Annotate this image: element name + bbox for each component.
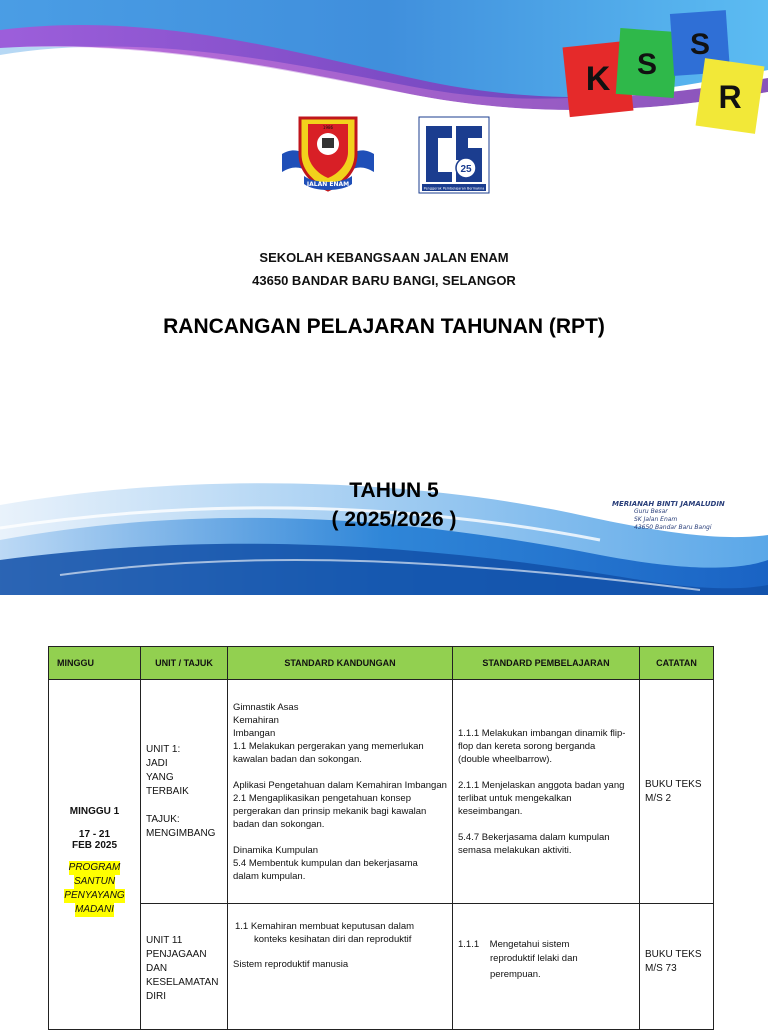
kandungan-line: 1.1 Kemahiran membuat keputusan dalam bbox=[235, 921, 415, 932]
kandungan-line: Sistem reproduktif manusia bbox=[233, 959, 349, 970]
kandungan-line: Imbangan bbox=[233, 727, 276, 739]
signature-line: SK Jalan Enam bbox=[634, 516, 678, 523]
kssr-letter-s2: S bbox=[689, 28, 711, 61]
program-line: PENYAYANG bbox=[64, 890, 125, 901]
catatan-line: M/S 73 bbox=[645, 963, 677, 974]
unit-cell bbox=[141, 680, 228, 904]
kssr-letter-s1: S bbox=[636, 48, 658, 81]
program-line: PROGRAM bbox=[68, 862, 121, 873]
pembelajaran-cell bbox=[453, 680, 640, 904]
kandungan-line: Gimnastik Asas bbox=[233, 701, 299, 713]
table-row bbox=[49, 680, 714, 904]
kandungan-line: 2.1 Mengaplikasikan pengetahuan konsep bbox=[233, 792, 411, 804]
program-line: SANTUN bbox=[73, 876, 116, 887]
unit-line: UNIT 1: bbox=[146, 743, 181, 755]
unit-line: TAJUK: bbox=[146, 813, 180, 825]
unit-line: TERBAIK bbox=[146, 785, 189, 797]
header-kandungan: STANDARD KANDUNGAN bbox=[228, 647, 453, 680]
week-cell bbox=[49, 680, 141, 1030]
unit-line: KESELAMATAN bbox=[146, 977, 219, 988]
header-catatan: CATATAN bbox=[640, 647, 714, 680]
unit-line: YANG bbox=[146, 771, 174, 783]
table-header-row bbox=[49, 647, 714, 680]
pembelajaran-line: flop dan kereta sorong berganda bbox=[458, 740, 596, 752]
crest-year-text: 1986 bbox=[322, 125, 334, 130]
signature-line: Guru Besar bbox=[634, 508, 668, 515]
header-unit: UNIT / TAJUK bbox=[141, 647, 228, 680]
kssr-letter-r: R bbox=[718, 79, 742, 115]
kandungan-line: Aplikasi Pengetahuan dalam Kemahiran Imbangan bbox=[233, 779, 447, 791]
pembelajaran-line: 2.1.1 Menjelaskan anggota badan yang bbox=[458, 779, 625, 791]
pembelajaran-line: 5.4.7 Bekerjasama dalam kumpulan bbox=[458, 831, 610, 843]
table-row bbox=[49, 904, 714, 1030]
kandungan-line: kawalan badan dan sokongan. bbox=[233, 753, 362, 765]
school-crest-logo bbox=[278, 104, 378, 196]
pembelajaran-line: semasa melakukan aktiviti. bbox=[458, 844, 572, 856]
session-label: ( 2025/2026 ) bbox=[331, 508, 457, 531]
school-address: 43650 BANDAR BARU BANGI, SELANGOR bbox=[252, 273, 516, 288]
unit-line: PENJAGAAN bbox=[146, 949, 207, 960]
week-dates: 17 - 21 bbox=[78, 829, 111, 840]
pembelajaran-cell bbox=[453, 904, 640, 1030]
crest-banner-text: JALAN ENAM bbox=[306, 181, 350, 188]
catatan-cell bbox=[640, 904, 714, 1030]
kandungan-line: konteks kesihatan diri dan reproduktif bbox=[254, 934, 412, 945]
headmaster-signature-block bbox=[612, 500, 732, 532]
program-logo bbox=[418, 116, 490, 194]
header-pembelajaran: STANDARD PEMBELAJARAN bbox=[453, 647, 640, 680]
program-highlight bbox=[50, 861, 139, 917]
school-name: SEKOLAH KEBANGSAAN JALAN ENAM bbox=[259, 250, 509, 265]
signature-line: 43650 Bandar Baru Bangi bbox=[634, 524, 712, 531]
kandungan-line: 1.1 Melakukan pergerakan yang memerlukan bbox=[233, 740, 424, 752]
document-title: RANCANGAN PELAJARAN TAHUNAN (RPT) bbox=[163, 315, 605, 338]
catatan-line: BUKU TEKS bbox=[645, 949, 702, 960]
kandungan-line: Kemahiran bbox=[233, 714, 279, 726]
program-logo-number: 25 bbox=[460, 164, 472, 175]
pembelajaran-line: 1.1.1 Mengetahui sistem bbox=[458, 939, 570, 950]
pembelajaran-line: terlibat untuk mengekalkan bbox=[458, 792, 572, 804]
program-line: MADANI bbox=[75, 904, 114, 915]
headmaster-name: MERIANAH BINTI JAMALUDIN bbox=[612, 500, 725, 508]
unit-line: JADI bbox=[146, 757, 168, 769]
unit-line: DIRI bbox=[146, 991, 166, 1002]
header-minggu: MINGGU bbox=[49, 647, 141, 680]
catatan-cell bbox=[640, 680, 714, 904]
kandungan-line: Dinamika Kumpulan bbox=[233, 844, 319, 856]
pembelajaran-line: 1.1.1 Melakukan imbangan dinamik flip- bbox=[458, 727, 626, 739]
year-label: TAHUN 5 bbox=[349, 479, 439, 502]
pembelajaran-line: (double wheelbarrow). bbox=[458, 753, 552, 765]
kandungan-cell bbox=[228, 680, 453, 904]
kssr-letter-k: K bbox=[585, 60, 611, 98]
kandungan-line: dalam kumpulan. bbox=[233, 870, 306, 882]
catatan-line: BUKU TEKS bbox=[645, 778, 702, 790]
kandungan-line: 5.4 Membentuk kumpulan dan bekerjasama bbox=[233, 857, 418, 869]
pembelajaran-line: perempuan. bbox=[490, 969, 541, 980]
kandungan-line: pergerakan dan prinsip mekanik bagi kawalan bbox=[233, 805, 427, 817]
unit-line: UNIT 11 bbox=[146, 935, 183, 946]
catatan-line: M/S 2 bbox=[645, 792, 672, 804]
week-label: MINGGU 1 bbox=[69, 806, 120, 817]
pembelajaran-line: keseimbangan. bbox=[458, 805, 523, 817]
pembelajaran-line: reproduktif lelaki dan bbox=[490, 953, 578, 964]
rpt-table bbox=[48, 646, 714, 1030]
unit-line: DAN bbox=[146, 963, 168, 974]
week-month: FEB 2025 bbox=[71, 840, 118, 851]
unit-line: MENGIMBANG bbox=[146, 827, 216, 839]
program-logo-caption: Penggerak Pembelajaran Bermakna bbox=[423, 186, 485, 191]
kandungan-line: badan dan sokongan. bbox=[233, 818, 325, 830]
unit-cell bbox=[141, 904, 228, 1030]
kandungan-cell bbox=[228, 904, 453, 1030]
